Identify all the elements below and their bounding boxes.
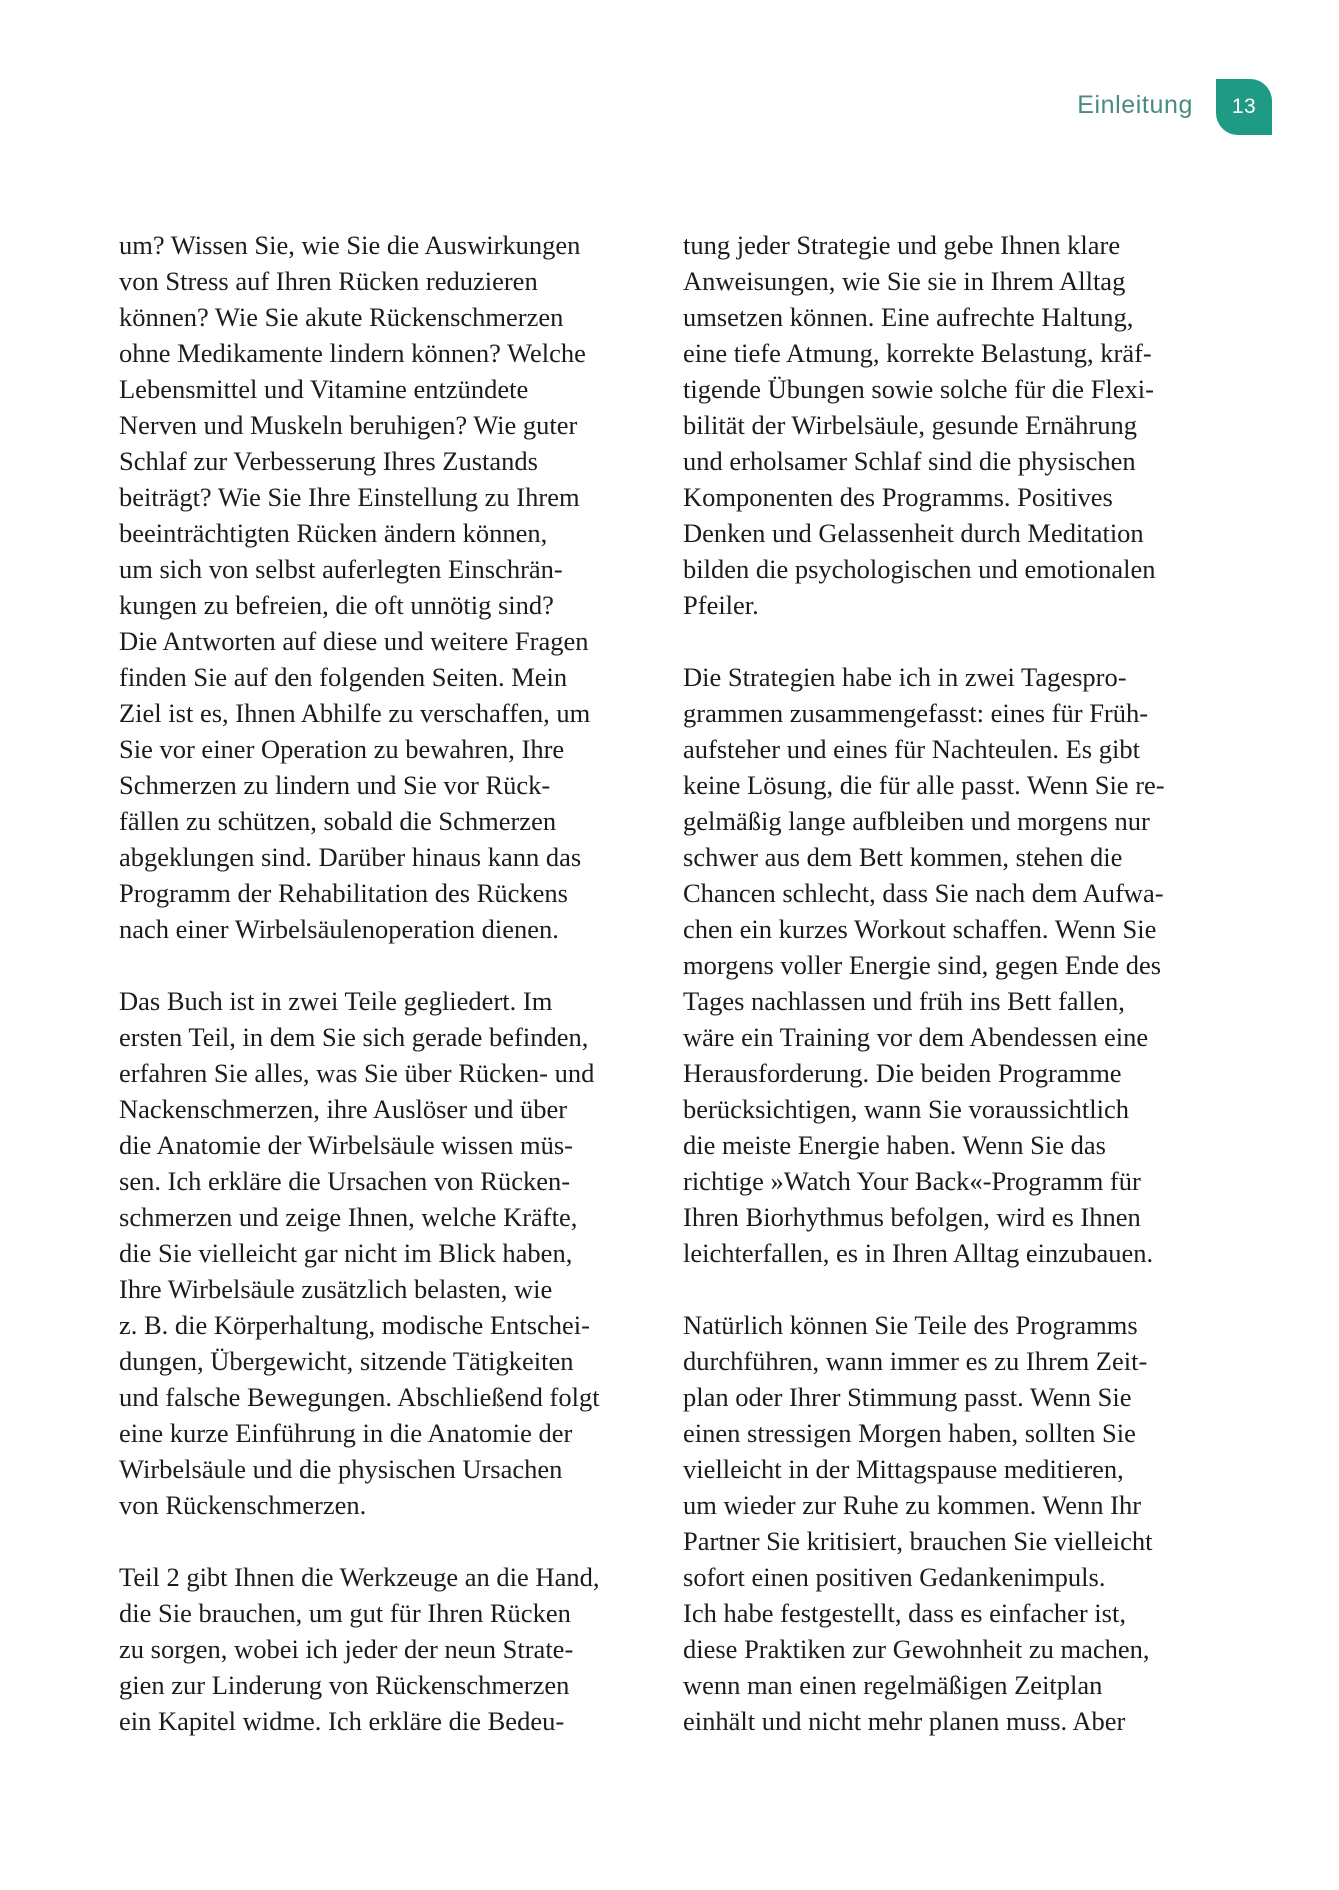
text-line: sofort einen positiven Gedankenimpuls. xyxy=(683,1562,1106,1592)
text-line: aufsteher und eines für Nachteulen. Es gibt xyxy=(683,734,1140,764)
text-line: und falsche Bewegungen. Abschließend folgt xyxy=(119,1382,600,1412)
text-line: eine kurze Einführung in die Anatomie der xyxy=(119,1418,573,1448)
text-line: richtige »Watch Your Back«-Programm für xyxy=(683,1166,1141,1196)
text-line: Pfeiler. xyxy=(683,590,759,620)
text-line: um wieder zur Ruhe zu kommen. Wenn Ihr xyxy=(683,1490,1142,1520)
text-line: finden Sie auf den folgenden Seiten. Mein xyxy=(119,662,568,692)
text-line: Partner Sie kritisiert, brauchen Sie vielleicht xyxy=(683,1526,1153,1556)
text-line: Schmerzen zu lindern und Sie vor Rück- xyxy=(119,770,551,800)
text-column-right xyxy=(683,227,1165,1739)
text-line: Ich habe festgestellt, dass es einfacher ist, xyxy=(683,1598,1126,1628)
text-line: morgens voller Energie sind, gegen Ende des xyxy=(683,950,1162,980)
paragraph xyxy=(119,983,600,1523)
text-line: Tages nachlassen und früh ins Bett fallen, xyxy=(683,986,1125,1016)
text-line: leichterfallen, es in Ihren Alltag einzubauen. xyxy=(683,1238,1154,1268)
text-line: zu sorgen, wobei ich jeder der neun Strate- xyxy=(119,1634,574,1664)
text-line: Anweisungen, wie Sie sie in Ihrem Alltag xyxy=(683,266,1126,296)
text-line: beeinträchtigten Rücken ändern können, xyxy=(119,518,548,548)
text-line: Lebensmittel und Vitamine entzündete xyxy=(119,374,529,404)
text-line: die meiste Energie haben. Wenn Sie das xyxy=(683,1130,1106,1160)
paragraph xyxy=(683,1307,1165,1739)
text-line: nach einer Wirbelsäulenoperation dienen. xyxy=(119,914,559,944)
paragraph-spacer xyxy=(683,623,1165,659)
paragraph-spacer xyxy=(119,947,600,983)
text-line: um sich von selbst auferlegten Einschrän- xyxy=(119,554,563,584)
text-line: diese Praktiken zur Gewohnheit zu machen, xyxy=(683,1634,1150,1664)
text-line: wenn man einen regelmäßigen Zeitplan xyxy=(683,1670,1103,1700)
text-line: Ihre Wirbelsäule zusätzlich belasten, wie xyxy=(119,1274,553,1304)
text-line: Chancen schlecht, dass Sie nach dem Aufwa- xyxy=(683,878,1164,908)
text-line: und erholsamer Schlaf sind die physischen xyxy=(683,446,1136,476)
text-line: die Sie vielleicht gar nicht im Blick haben, xyxy=(119,1238,573,1268)
text-line: wäre ein Training vor dem Abendessen eine xyxy=(683,1022,1149,1052)
text-line: dungen, Übergewicht, sitzende Tätigkeiten xyxy=(119,1346,574,1376)
text-line: von Rückenschmerzen. xyxy=(119,1490,367,1520)
text-line: die Sie brauchen, um gut für Ihren Rücken xyxy=(119,1598,571,1628)
text-line: tigende Übungen sowie solche für die Flexi- xyxy=(683,374,1154,404)
text-line: keine Lösung, die für alle passt. Wenn Sie re- xyxy=(683,770,1165,800)
text-line: einhält und nicht mehr planen muss. Aber xyxy=(683,1706,1126,1736)
text-line: ohne Medikamente lindern können? Welche xyxy=(119,338,586,368)
paragraph xyxy=(119,227,600,947)
text-line: gelmäßig lange aufbleiben und morgens nur xyxy=(683,806,1150,836)
text-line: einen stressigen Morgen haben, sollten Sie xyxy=(683,1418,1136,1448)
text-line: bilden die psychologischen und emotionalen xyxy=(683,554,1156,584)
text-line: grammen zusammengefasst: eines für Früh- xyxy=(683,698,1149,728)
text-line: können? Wie Sie akute Rückenschmerzen xyxy=(119,302,564,332)
text-line: um? Wissen Sie, wie Sie die Auswirkungen xyxy=(119,230,581,260)
text-line: abgeklungen sind. Darüber hinaus kann das xyxy=(119,842,582,872)
text-line: Ihren Biorhythmus befolgen, wird es Ihnen xyxy=(683,1202,1141,1232)
text-line: kungen zu befreien, die oft unnötig sind? xyxy=(119,590,554,620)
paragraph-spacer xyxy=(119,1523,600,1559)
text-column-left xyxy=(119,227,600,1739)
running-header xyxy=(1077,79,1272,135)
text-line: Sie vor einer Operation zu bewahren, Ihre xyxy=(119,734,565,764)
text-line: Nerven und Muskeln beruhigen? Wie guter xyxy=(119,410,578,440)
text-line: schwer aus dem Bett kommen, stehen die xyxy=(683,842,1123,872)
text-line: chen ein kurzes Workout schaffen. Wenn Sie xyxy=(683,914,1157,944)
text-line: Programm der Rehabilitation des Rückens xyxy=(119,878,568,908)
text-line: z. B. die Körperhaltung, modische Entschei- xyxy=(119,1310,590,1340)
text-line: fällen zu schützen, sobald die Schmerzen xyxy=(119,806,557,836)
text-line: ersten Teil, in dem Sie sich gerade befinden, xyxy=(119,1022,589,1052)
text-line: bilität der Wirbelsäule, gesunde Ernährung xyxy=(683,410,1137,440)
text-line: Die Antworten auf diese und weitere Fragen xyxy=(119,626,589,656)
text-line: Wirbelsäule und die physischen Ursachen xyxy=(119,1454,563,1484)
text-line: Teil 2 gibt Ihnen die Werkzeuge an die Hand, xyxy=(119,1562,600,1592)
text-line: von Stress auf Ihren Rücken reduzieren xyxy=(119,266,538,296)
paragraph xyxy=(683,227,1165,623)
text-line: sen. Ich erkläre die Ursachen von Rücken- xyxy=(119,1166,571,1196)
text-line: eine tiefe Atmung, korrekte Belastung, kräf- xyxy=(683,338,1152,368)
text-line: berücksichtigen, wann Sie voraussichtlich xyxy=(683,1094,1129,1124)
text-line: Ziel ist es, Ihnen Abhilfe zu verschaffen, um xyxy=(119,698,591,728)
text-line: schmerzen und zeige Ihnen, welche Kräfte, xyxy=(119,1202,578,1232)
text-line: Die Strategien habe ich in zwei Tagespro- xyxy=(683,662,1127,692)
page-number-badge: 13 xyxy=(1216,79,1272,135)
text-line: gien zur Linderung von Rückenschmerzen xyxy=(119,1670,570,1700)
text-line: ein Kapitel widme. Ich erkläre die Bedeu- xyxy=(119,1706,565,1736)
text-line: Herausforderung. Die beiden Programme xyxy=(683,1058,1122,1088)
section-title: Einleitung xyxy=(1077,90,1193,119)
text-line: tung jeder Strategie und gebe Ihnen klare xyxy=(683,230,1121,260)
paragraph xyxy=(683,659,1165,1271)
text-line: Komponenten des Programms. Positives xyxy=(683,482,1113,512)
text-line: vielleicht in der Mittagspause meditieren, xyxy=(683,1454,1124,1484)
text-line: beiträgt? Wie Sie Ihre Einstellung zu Ihrem xyxy=(119,482,580,512)
text-line: Denken und Gelassenheit durch Meditation xyxy=(683,518,1144,548)
text-line: Das Buch ist in zwei Teile gegliedert. Im xyxy=(119,986,553,1016)
text-line: Natürlich können Sie Teile des Programms xyxy=(683,1310,1138,1340)
paragraph xyxy=(119,1559,600,1739)
text-line: durchführen, wann immer es zu Ihrem Zeit- xyxy=(683,1346,1148,1376)
text-line: Nackenschmerzen, ihre Auslöser und über xyxy=(119,1094,568,1124)
text-line: Schlaf zur Verbesserung Ihres Zustands xyxy=(119,446,538,476)
paragraph-spacer xyxy=(683,1271,1165,1307)
text-line: erfahren Sie alles, was Sie über Rücken- und xyxy=(119,1058,595,1088)
text-line: die Anatomie der Wirbelsäule wissen müs- xyxy=(119,1130,573,1160)
text-line: plan oder Ihrer Stimmung passt. Wenn Sie xyxy=(683,1382,1132,1412)
text-line: umsetzen können. Eine aufrechte Haltung, xyxy=(683,302,1134,332)
